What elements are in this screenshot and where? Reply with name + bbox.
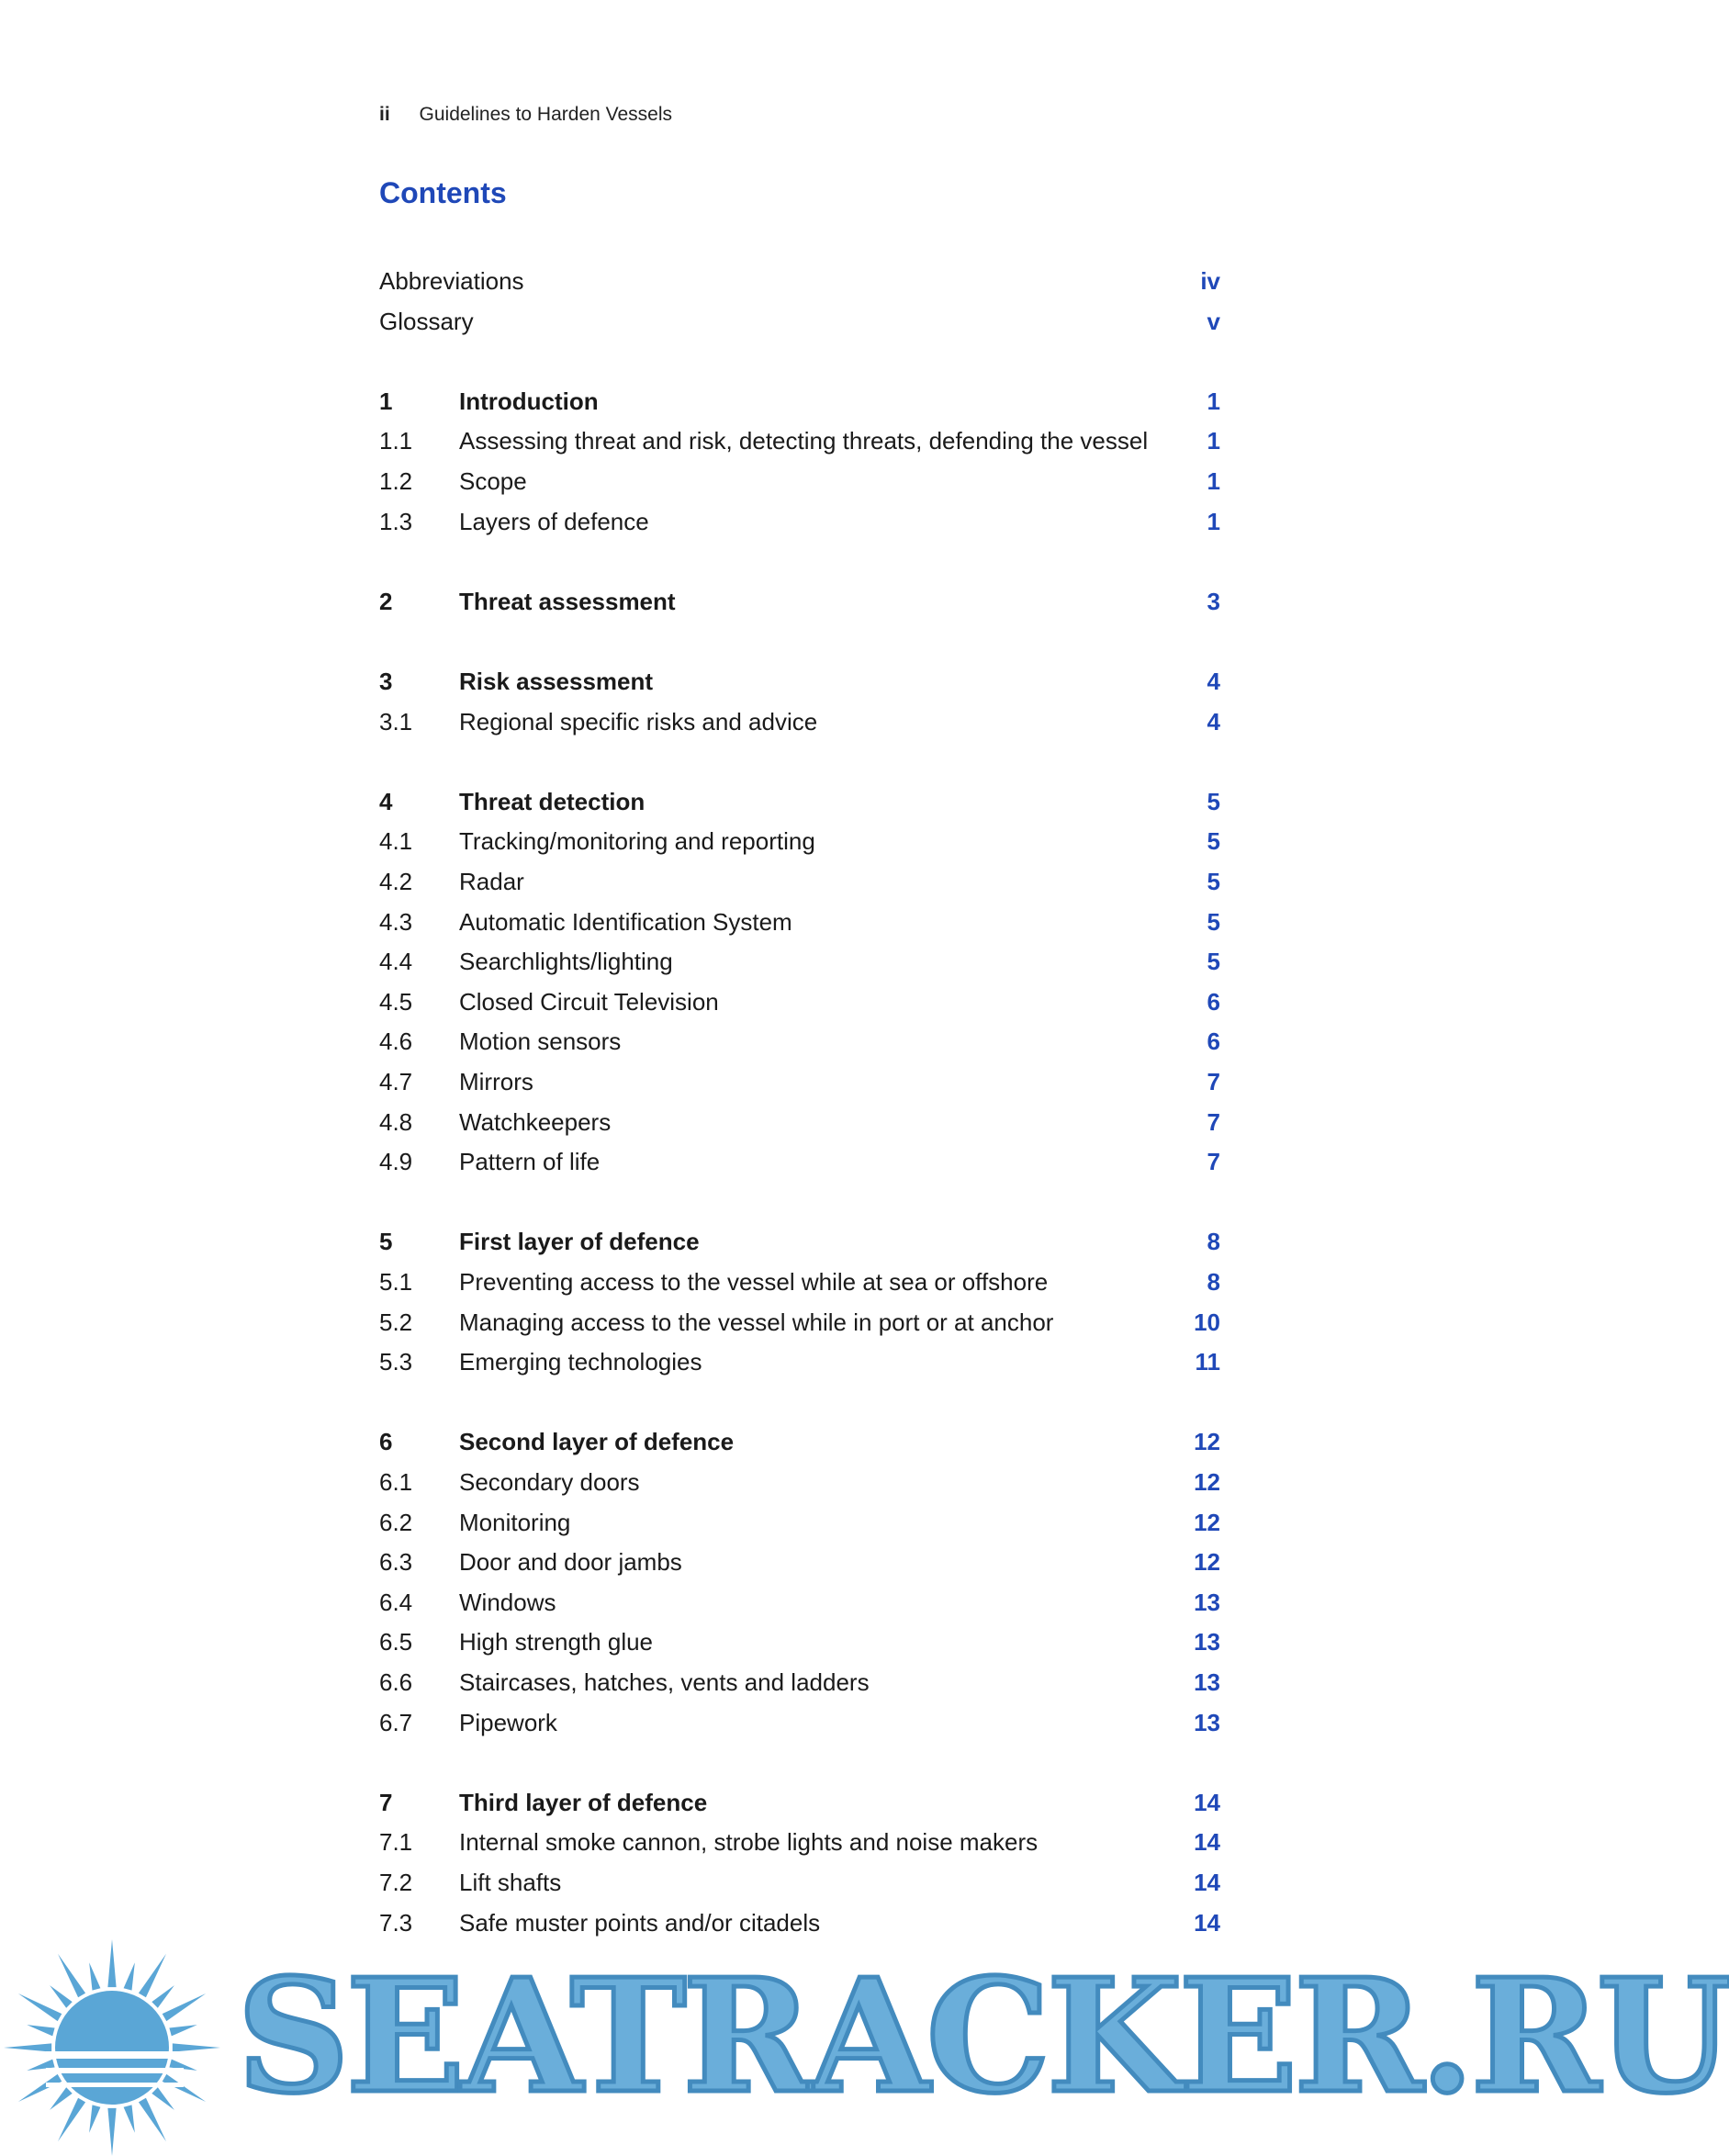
toc-front-item[interactable] xyxy=(379,303,1220,340)
sun-ray xyxy=(124,1962,135,1990)
toc-label: Threat detection xyxy=(459,787,646,815)
toc-page-number[interactable]: 1 xyxy=(1207,467,1220,495)
toc-section[interactable] xyxy=(379,1623,1220,1660)
toc-label: Door and door jambs xyxy=(459,1548,682,1577)
toc-page-number[interactable]: 7 xyxy=(1207,1148,1220,1176)
toc-page-number[interactable]: 1 xyxy=(1207,427,1220,455)
toc-page-number[interactable]: 7 xyxy=(1207,1068,1220,1095)
sun-ray xyxy=(58,2098,85,2141)
toc-number: 4.7 xyxy=(379,1068,413,1095)
toc-section[interactable] xyxy=(379,1343,1220,1380)
toc-number: 6.4 xyxy=(379,1588,413,1616)
toc-number: 3.1 xyxy=(379,707,413,736)
toc-page-number[interactable]: 8 xyxy=(1207,1268,1220,1296)
toc-section[interactable] xyxy=(379,863,1220,900)
toc-section[interactable] xyxy=(379,1544,1220,1580)
sun-ray xyxy=(18,2074,62,2102)
toc-label: Staircases, hatches, vents and ladders xyxy=(459,1668,870,1696)
toc-label: Pattern of life xyxy=(459,1148,601,1176)
watermark-text: SEATRACKER.RU xyxy=(237,1945,1729,2128)
toc-section[interactable] xyxy=(379,983,1220,1020)
toc-number: 6.1 xyxy=(379,1468,413,1496)
toc-number: 1.1 xyxy=(379,427,413,455)
toc-label: First layer of defence xyxy=(459,1228,700,1256)
toc-section[interactable] xyxy=(379,1023,1220,1060)
toc-number: 1.3 xyxy=(379,507,413,535)
toc-number: 7.2 xyxy=(379,1869,413,1896)
toc-page-number[interactable]: 13 xyxy=(1194,1708,1220,1736)
toc-number: 4.9 xyxy=(379,1148,413,1176)
toc-page-number[interactable]: 8 xyxy=(1207,1228,1220,1256)
toc-section[interactable] xyxy=(379,1143,1220,1180)
toc-section[interactable] xyxy=(379,503,1220,540)
toc-page-number[interactable]: 1 xyxy=(1207,387,1220,415)
watermark xyxy=(0,1936,1729,2148)
sun-ray xyxy=(163,2074,206,2102)
toc-chapter[interactable] xyxy=(379,583,1220,620)
toc-number: 4.2 xyxy=(379,868,413,895)
toc-number: 4.3 xyxy=(379,907,413,936)
toc-chapter[interactable] xyxy=(379,1223,1220,1260)
toc-page-number[interactable]: 1 xyxy=(1207,507,1220,535)
sun-ray xyxy=(107,1939,116,1987)
sun-ray xyxy=(89,1962,100,1990)
sun-ray xyxy=(139,2098,166,2141)
toc-number: 6 xyxy=(379,1428,393,1456)
toc-section[interactable] xyxy=(379,1464,1220,1500)
sun-ray xyxy=(50,1985,73,2008)
sun-ray xyxy=(169,2025,196,2036)
sun-ray xyxy=(58,1954,85,1997)
toc-label: Risk assessment xyxy=(459,668,654,695)
toc-label: Tracking/monitoring and reporting xyxy=(459,827,815,856)
toc-label: Windows xyxy=(459,1588,556,1616)
toc-chapter[interactable] xyxy=(379,1423,1220,1460)
toc-section[interactable] xyxy=(379,1584,1220,1621)
toc-page-number[interactable]: 5 xyxy=(1207,827,1220,856)
toc-number: 1.2 xyxy=(379,467,413,495)
toc-number: 7.1 xyxy=(379,1828,413,1857)
toc-label: Abbreviations xyxy=(379,267,524,295)
toc-label: Searchlights/lighting xyxy=(459,948,673,976)
toc-section[interactable] xyxy=(379,1263,1220,1300)
toc-section[interactable] xyxy=(379,943,1220,980)
toc-page-number[interactable]: 7 xyxy=(1207,1107,1220,1136)
toc-section[interactable] xyxy=(379,1704,1220,1741)
toc-page-number[interactable]: 3 xyxy=(1207,587,1220,615)
header-document-title: Guidelines to Harden Vessels xyxy=(419,104,673,125)
toc-label: Third layer of defence xyxy=(459,1788,708,1816)
toc-page-number[interactable]: 6 xyxy=(1207,1027,1220,1056)
sun-ray xyxy=(173,2043,220,2051)
toc-number: 7 xyxy=(379,1788,393,1816)
toc-label: High strength glue xyxy=(459,1628,654,1656)
toc-section[interactable] xyxy=(379,703,1220,740)
toc-label: Threat assessment xyxy=(459,587,676,615)
toc-page-number[interactable]: 14 xyxy=(1194,1869,1220,1896)
toc-page-number[interactable]: 12 xyxy=(1194,1508,1220,1536)
toc-label: Layers of defence xyxy=(459,507,649,535)
toc-chapter[interactable] xyxy=(379,1784,1220,1821)
toc-page-number[interactable]: 10 xyxy=(1194,1308,1220,1336)
toc-label: Preventing access to the vessel while at sea or offshore xyxy=(459,1268,1049,1296)
toc-label: Introduction xyxy=(459,387,599,415)
sun-ray xyxy=(124,2105,135,2132)
sun-ray xyxy=(4,2043,51,2051)
sun-ray xyxy=(18,1993,62,2021)
toc-number: 4.6 xyxy=(379,1027,413,1056)
toc-section[interactable] xyxy=(379,463,1220,500)
toc-page-number[interactable]: 5 xyxy=(1207,868,1220,895)
toc-page-number[interactable]: 11 xyxy=(1195,1348,1220,1376)
toc-number: 4.1 xyxy=(379,827,413,856)
toc-number: 6.7 xyxy=(379,1708,413,1736)
toc-section[interactable] xyxy=(379,904,1220,940)
sun-ray xyxy=(139,1954,166,1997)
toc-number: 6.6 xyxy=(379,1668,413,1696)
toc-page-number[interactable]: 5 xyxy=(1207,948,1220,976)
toc-label: Internal smoke cannon, strobe lights and noise makers xyxy=(459,1828,1039,1857)
toc-page-number[interactable]: 12 xyxy=(1194,1428,1220,1456)
toc-section[interactable] xyxy=(379,1864,1220,1901)
toc-page-number[interactable]: 12 xyxy=(1194,1548,1220,1577)
toc-number: 6.3 xyxy=(379,1548,413,1577)
toc-number: 1 xyxy=(379,387,393,415)
toc-label: Closed Circuit Television xyxy=(459,987,719,1016)
sun-ray xyxy=(152,2087,174,2110)
toc-label: Pipework xyxy=(459,1708,557,1736)
sun-ray xyxy=(50,2087,73,2110)
page-header xyxy=(379,104,672,126)
toc-page-number[interactable]: 12 xyxy=(1194,1468,1220,1496)
toc-label: Safe muster points and/or citadels xyxy=(459,1908,821,1937)
toc-number: 2 xyxy=(379,587,393,615)
toc-section[interactable] xyxy=(379,1504,1220,1541)
toc-number: 4 xyxy=(379,787,393,815)
header-page-number: ii xyxy=(379,104,390,125)
sun-icon xyxy=(0,1936,239,2156)
toc-front-item[interactable] xyxy=(379,263,1220,299)
toc-label: Scope xyxy=(459,467,527,495)
toc-number: 4.5 xyxy=(379,987,413,1016)
toc-page-number[interactable]: iv xyxy=(1200,267,1220,295)
toc-page-number[interactable]: 14 xyxy=(1194,1788,1220,1816)
toc-number: 4.8 xyxy=(379,1107,413,1136)
toc-number: 5.1 xyxy=(379,1268,413,1296)
toc-number: 6.2 xyxy=(379,1508,413,1536)
toc-page-number[interactable]: 4 xyxy=(1207,668,1220,695)
toc-section[interactable] xyxy=(379,1824,1220,1860)
toc-page-number[interactable]: 13 xyxy=(1194,1588,1220,1616)
toc-number: 3 xyxy=(379,668,393,695)
toc-label: Automatic Identification System xyxy=(459,907,792,936)
toc-label: Regional specific risks and advice xyxy=(459,707,818,736)
toc-label: Emerging technologies xyxy=(459,1348,702,1376)
toc-chapter[interactable] xyxy=(379,383,1220,420)
toc-page-number[interactable]: 13 xyxy=(1194,1628,1220,1656)
toc-label: Mirrors xyxy=(459,1068,533,1095)
sun-ray xyxy=(107,2108,116,2156)
toc-section[interactable] xyxy=(379,1664,1220,1701)
toc-page-number[interactable]: 14 xyxy=(1194,1908,1220,1937)
toc-label: Secondary doors xyxy=(459,1468,640,1496)
toc-number: 7.3 xyxy=(379,1908,413,1937)
toc-page-number[interactable]: 13 xyxy=(1194,1668,1220,1696)
toc-section[interactable] xyxy=(379,1304,1220,1341)
toc-chapter[interactable] xyxy=(379,783,1220,820)
toc-number: 6.5 xyxy=(379,1628,413,1656)
toc-label: Monitoring xyxy=(459,1508,571,1536)
toc-label: Lift shafts xyxy=(459,1869,562,1896)
sun-ray xyxy=(152,1985,174,2008)
toc-number: 4.4 xyxy=(379,948,413,976)
sun-ray xyxy=(27,2025,54,2036)
toc-page-number[interactable]: 5 xyxy=(1207,787,1220,815)
toc-label: Glossary xyxy=(379,307,474,335)
toc-page-number[interactable]: 4 xyxy=(1207,707,1220,736)
toc-label: Second layer of defence xyxy=(459,1428,735,1456)
toc-page-number[interactable]: 5 xyxy=(1207,907,1220,936)
toc-page-number[interactable]: 6 xyxy=(1207,987,1220,1016)
sun-ray xyxy=(163,1993,206,2021)
toc-section[interactable] xyxy=(379,422,1220,459)
toc-page-number[interactable]: 14 xyxy=(1194,1828,1220,1857)
toc-section[interactable] xyxy=(379,823,1220,859)
toc-section[interactable] xyxy=(379,1104,1220,1140)
toc-number: 5.3 xyxy=(379,1348,413,1376)
toc-label: Radar xyxy=(459,868,524,895)
sun-ray xyxy=(89,2105,100,2132)
toc-chapter[interactable] xyxy=(379,663,1220,700)
toc-label: Managing access to the vessel while in port or at anchor xyxy=(459,1308,1054,1336)
toc-number: 5 xyxy=(379,1228,393,1256)
toc-page-number[interactable]: v xyxy=(1207,307,1220,335)
toc-number: 5.2 xyxy=(379,1308,413,1336)
page-title: Contents xyxy=(379,176,507,209)
toc-section[interactable] xyxy=(379,1063,1220,1100)
toc-label: Motion sensors xyxy=(459,1027,622,1056)
toc-label: Assessing threat and risk, detecting threats, defending the vessel xyxy=(459,427,1149,455)
toc-label: Watchkeepers xyxy=(459,1107,612,1136)
